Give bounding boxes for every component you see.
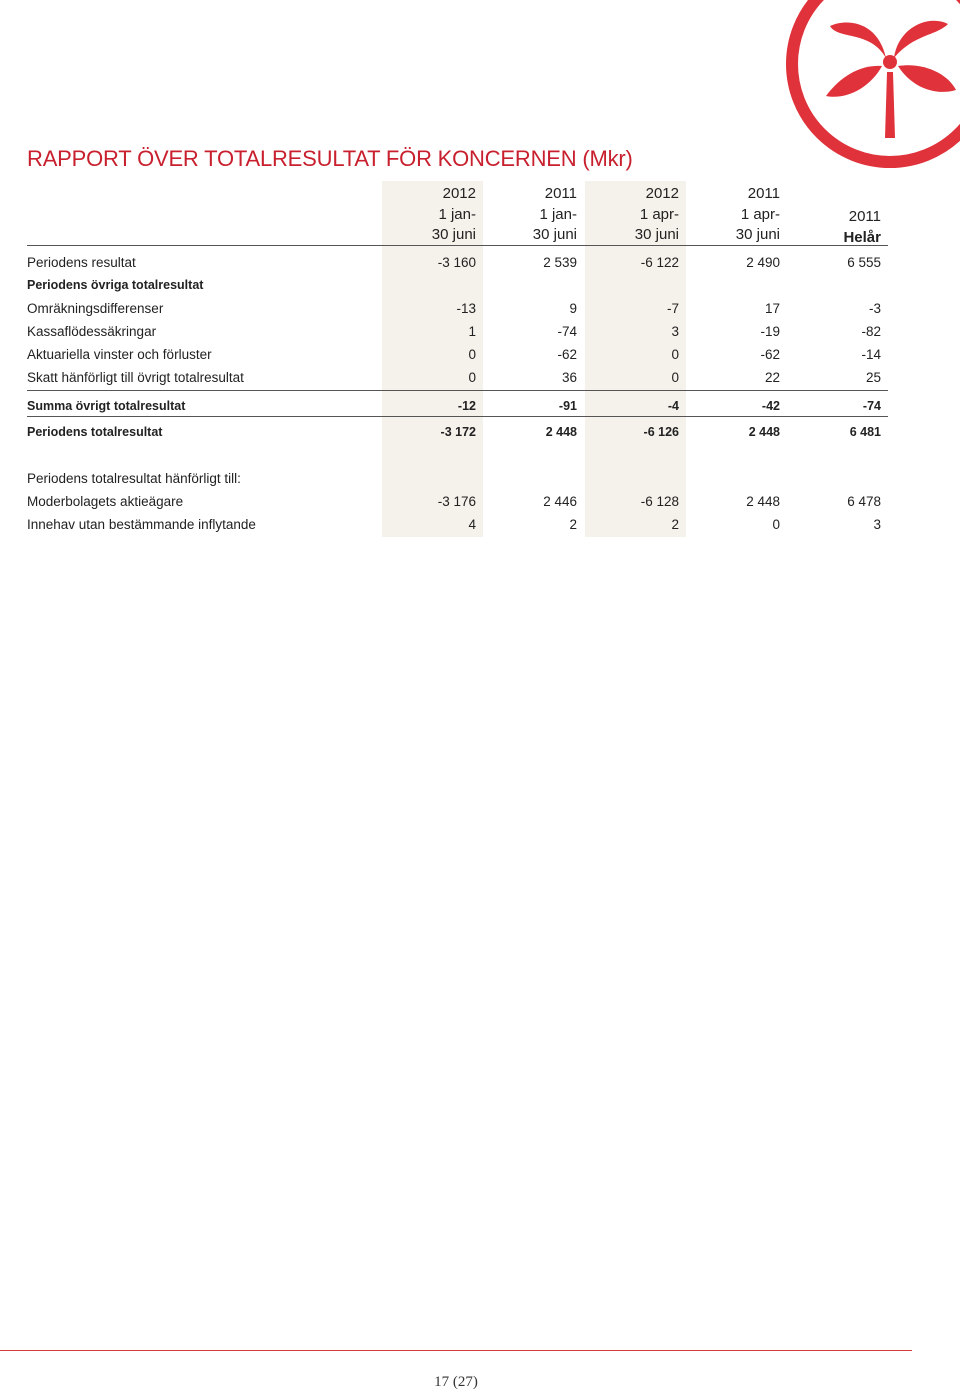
column-header-2012-apr-jun: 2012 1 apr- 30 juni: [634, 185, 679, 243]
column-header-2011-jan-jun: 2011 1 jan- 30 juni: [532, 185, 577, 243]
total-divider: [27, 416, 888, 417]
header-divider: [27, 245, 888, 246]
subtotal-row: Summa övrigt totalresultat -12 -91 -4 -42 -74: [27, 399, 881, 413]
page-title: RAPPORT ÖVER TOTALRESULTAT FÖR KONCERNEN (Mkr): [27, 146, 633, 171]
table-row: Aktuariella vinster och förluster 0 -62 0 -62 -14: [27, 347, 881, 362]
footer-divider: [0, 1350, 912, 1351]
company-logo: [778, 0, 960, 172]
table-row: Skatt hänförligt till övrigt totalresultat 0 36 0 22 25: [27, 370, 881, 385]
table-row: Moderbolagets aktieägare -3 176 2 446 -6 128 2 448 6 478: [27, 494, 881, 509]
table-row: Periodens resultat -3 160 2 539 -6 122 2 490 6 555: [27, 255, 881, 270]
column-header-2012-jan-jun: 2012 1 jan- 30 juni: [431, 185, 476, 243]
table-row: Innehav utan bestämmande inflytande 4 2 2 0 3: [27, 517, 881, 532]
section-heading-row: Periodens totalresultat hänförligt till:: [27, 471, 241, 486]
table-row: Omräkningsdifferenser -13 9 -7 17 -3: [27, 301, 881, 316]
section-heading-row: Periodens övriga totalresultat: [27, 278, 204, 292]
column-header-2011-apr-jun: 2011 1 apr- 30 juni: [735, 185, 780, 243]
subtotal-divider: [27, 390, 888, 391]
page-number: 17 (27): [434, 1374, 478, 1390]
total-row: Periodens totalresultat -3 172 2 448 -6 126 2 448 6 481: [27, 425, 881, 439]
table-row: Kassaflödessäkringar 1 -74 3 -19 -82: [27, 324, 881, 339]
column-header-2011-full-year: 2011 Helår: [843, 208, 881, 246]
